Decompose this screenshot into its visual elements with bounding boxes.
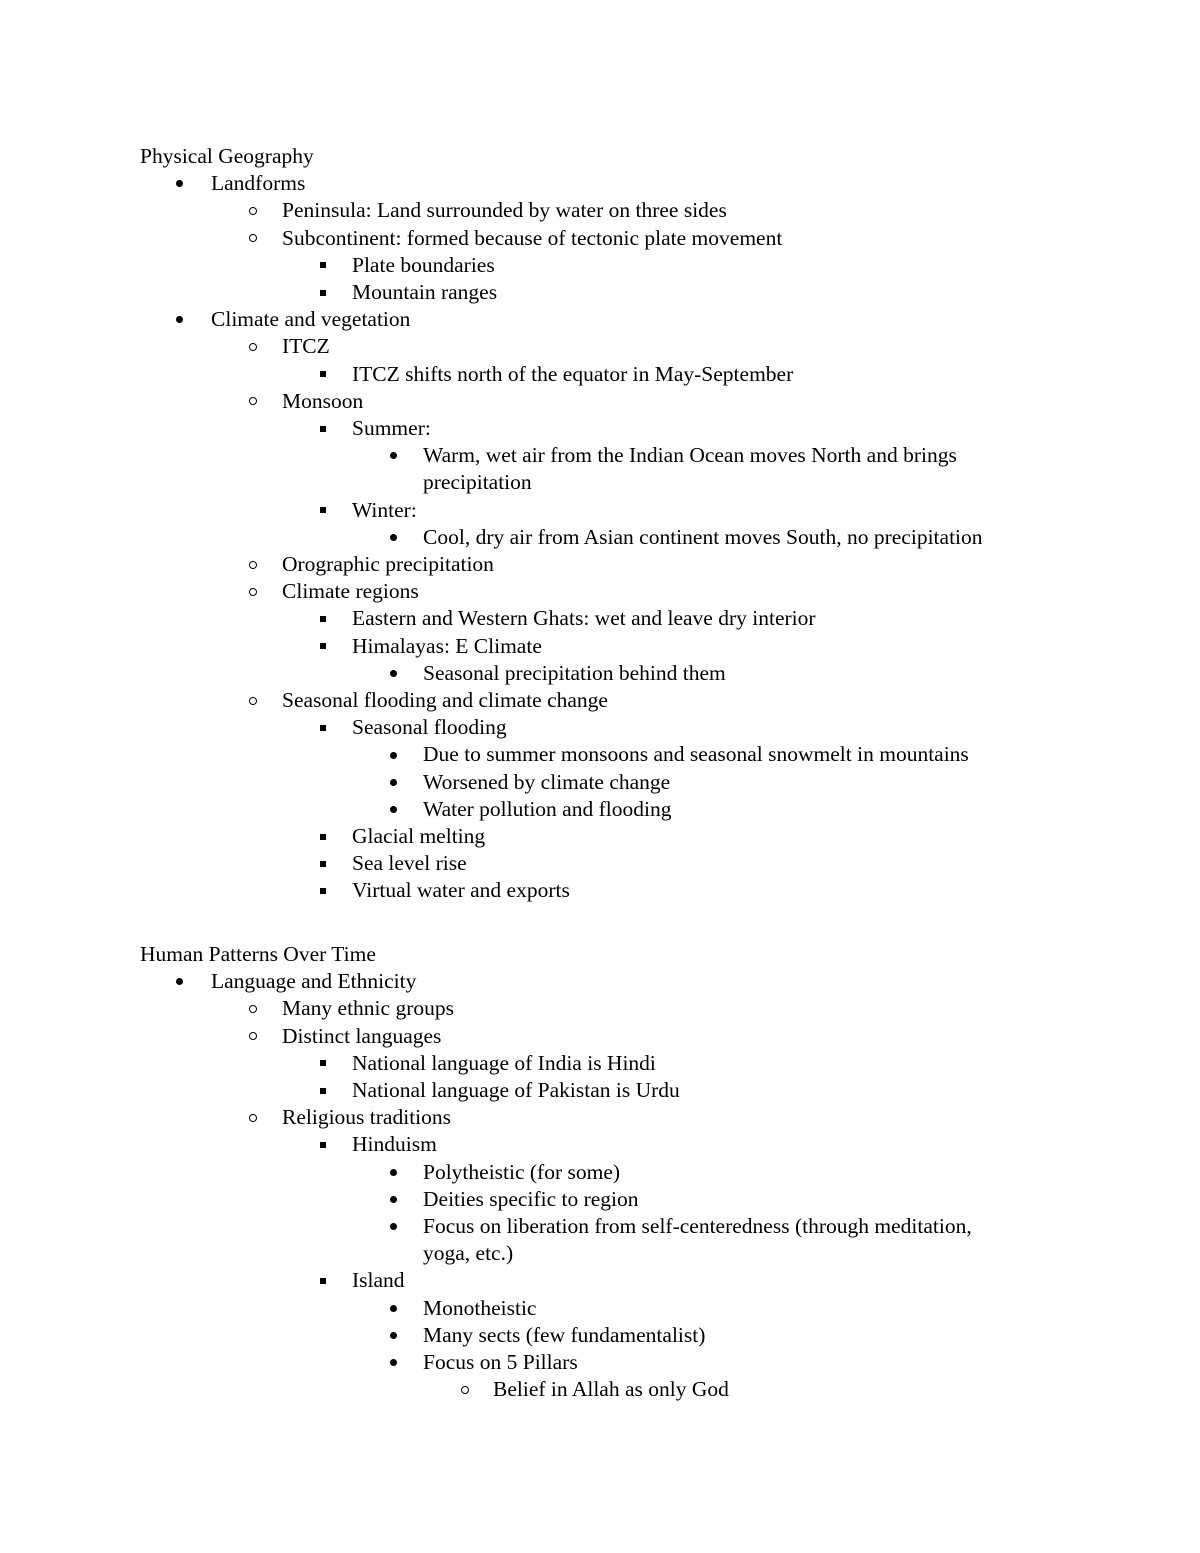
list-item-level-3: Plate boundaries — [352, 252, 495, 277]
section-heading: Human Patterns Over Time — [140, 942, 376, 966]
list-item-level-4: Polytheistic (for some) — [423, 1159, 621, 1184]
list-item-level-2: Seasonal flooding and climate change — [282, 688, 608, 712]
disc-bullet-icon — [176, 978, 183, 985]
disc-bullet-icon — [390, 1169, 397, 1176]
square-bullet-icon — [320, 1142, 326, 1148]
circle-bullet-icon — [249, 588, 257, 596]
list-item-level-3: Eastern and Western Ghats: wet and leave dry interior — [352, 606, 816, 631]
disc-bullet-icon — [176, 316, 183, 323]
list-item-level-3: Mountain ranges — [352, 280, 498, 304]
square-bullet-icon — [320, 861, 326, 867]
disc-bullet-icon — [390, 1332, 397, 1339]
circle-bullet-icon — [249, 561, 257, 569]
square-bullet-icon — [320, 426, 326, 432]
circle-bullet-icon — [249, 1032, 257, 1040]
square-bullet-icon — [320, 262, 326, 268]
list-item-continuation: precipitation — [423, 470, 532, 495]
list-item-level-3: Virtual water and exports — [352, 878, 570, 903]
disc-bullet-icon — [390, 1196, 397, 1203]
list-item-level-3: Seasonal flooding — [352, 715, 507, 740]
disc-bullet-icon — [390, 534, 397, 541]
list-item-level-5: Belief in Allah as only God — [493, 1377, 729, 1402]
square-bullet-icon — [320, 616, 326, 622]
square-bullet-icon — [320, 371, 326, 377]
list-item-level-4: Worsened by climate change — [423, 769, 671, 794]
disc-bullet-icon — [390, 779, 397, 786]
list-item-level-2: Distinct languages — [282, 1023, 442, 1048]
section-heading: Physical Geography — [140, 144, 314, 168]
list-item-level-1: Climate and vegetation — [211, 307, 411, 332]
list-item-level-4: Seasonal precipitation behind them — [423, 660, 726, 685]
circle-bullet-icon — [249, 234, 257, 242]
list-item-level-4: Monotheistic — [423, 1295, 537, 1320]
list-item-level-3: Himalayas: E Climate — [352, 633, 542, 658]
list-item-level-4: Many sects (few fundamentalist) — [423, 1322, 706, 1347]
list-item-level-4: Focus on 5 Pillars — [423, 1350, 578, 1374]
disc-bullet-icon — [390, 752, 397, 759]
square-bullet-icon — [320, 643, 326, 649]
disc-bullet-icon — [390, 1305, 397, 1312]
list-item-level-1: Landforms — [211, 171, 306, 196]
list-item-level-3: ITCZ shifts north of the equator in May-September — [352, 361, 794, 386]
list-item-level-3: Sea level rise — [352, 851, 467, 876]
list-item-level-2: ITCZ — [282, 334, 330, 359]
list-item-level-3: Summer: — [352, 416, 431, 440]
circle-bullet-icon — [249, 697, 257, 705]
list-item-continuation: yoga, etc.) — [423, 1241, 514, 1266]
list-item-level-4: Due to summer monsoons and seasonal snowmelt in mountains — [423, 742, 969, 767]
list-item-level-2: Religious traditions — [282, 1105, 452, 1130]
square-bullet-icon — [320, 1088, 326, 1094]
circle-bullet-icon — [249, 1114, 257, 1122]
disc-bullet-icon — [390, 806, 397, 813]
square-bullet-icon — [320, 725, 326, 731]
list-item-level-3: Hinduism — [352, 1132, 437, 1157]
list-item-level-1: Language and Ethnicity — [211, 969, 417, 994]
list-item-level-3: Island — [352, 1268, 405, 1293]
list-item-level-4: Water pollution and flooding — [423, 796, 672, 821]
square-bullet-icon — [320, 1278, 326, 1284]
circle-bullet-icon — [249, 343, 257, 351]
list-item-level-4: Deities specific to region — [423, 1186, 639, 1211]
list-item-level-2: Many ethnic groups — [282, 996, 454, 1021]
square-bullet-icon — [320, 507, 326, 513]
list-item-level-2: Monsoon — [282, 388, 364, 413]
circle-bullet-icon — [249, 207, 257, 215]
disc-bullet-icon — [390, 452, 397, 459]
list-item-level-3: National language of Pakistan is Urdu — [352, 1078, 680, 1102]
square-bullet-icon — [320, 290, 326, 296]
disc-bullet-icon — [390, 670, 397, 677]
circle-bullet-icon — [249, 397, 257, 405]
square-bullet-icon — [320, 834, 326, 840]
disc-bullet-icon — [390, 1223, 397, 1230]
list-item-level-3: Glacial melting — [352, 824, 486, 848]
list-item-level-4: Cool, dry air from Asian continent moves South, no precipitation — [423, 524, 983, 549]
list-item-level-2: Peninsula: Land surrounded by water on three sides — [282, 198, 727, 223]
list-item-level-3: Winter: — [352, 497, 417, 522]
list-item-level-2: Orographic precipitation — [282, 552, 494, 576]
list-item-level-4: Focus on liberation from self-centeredness (through meditation, — [423, 1214, 972, 1238]
square-bullet-icon — [320, 888, 326, 894]
disc-bullet-icon — [176, 180, 183, 187]
list-item-level-3: National language of India is Hindi — [352, 1050, 656, 1075]
square-bullet-icon — [320, 1060, 326, 1066]
list-item-level-4: Warm, wet air from the Indian Ocean moves North and brings — [423, 443, 957, 468]
circle-bullet-icon — [461, 1386, 469, 1394]
list-item-level-2: Subcontinent: formed because of tectonic plate movement — [282, 225, 783, 250]
list-item-level-2: Climate regions — [282, 579, 419, 604]
disc-bullet-icon — [390, 1359, 397, 1366]
circle-bullet-icon — [249, 1005, 257, 1013]
